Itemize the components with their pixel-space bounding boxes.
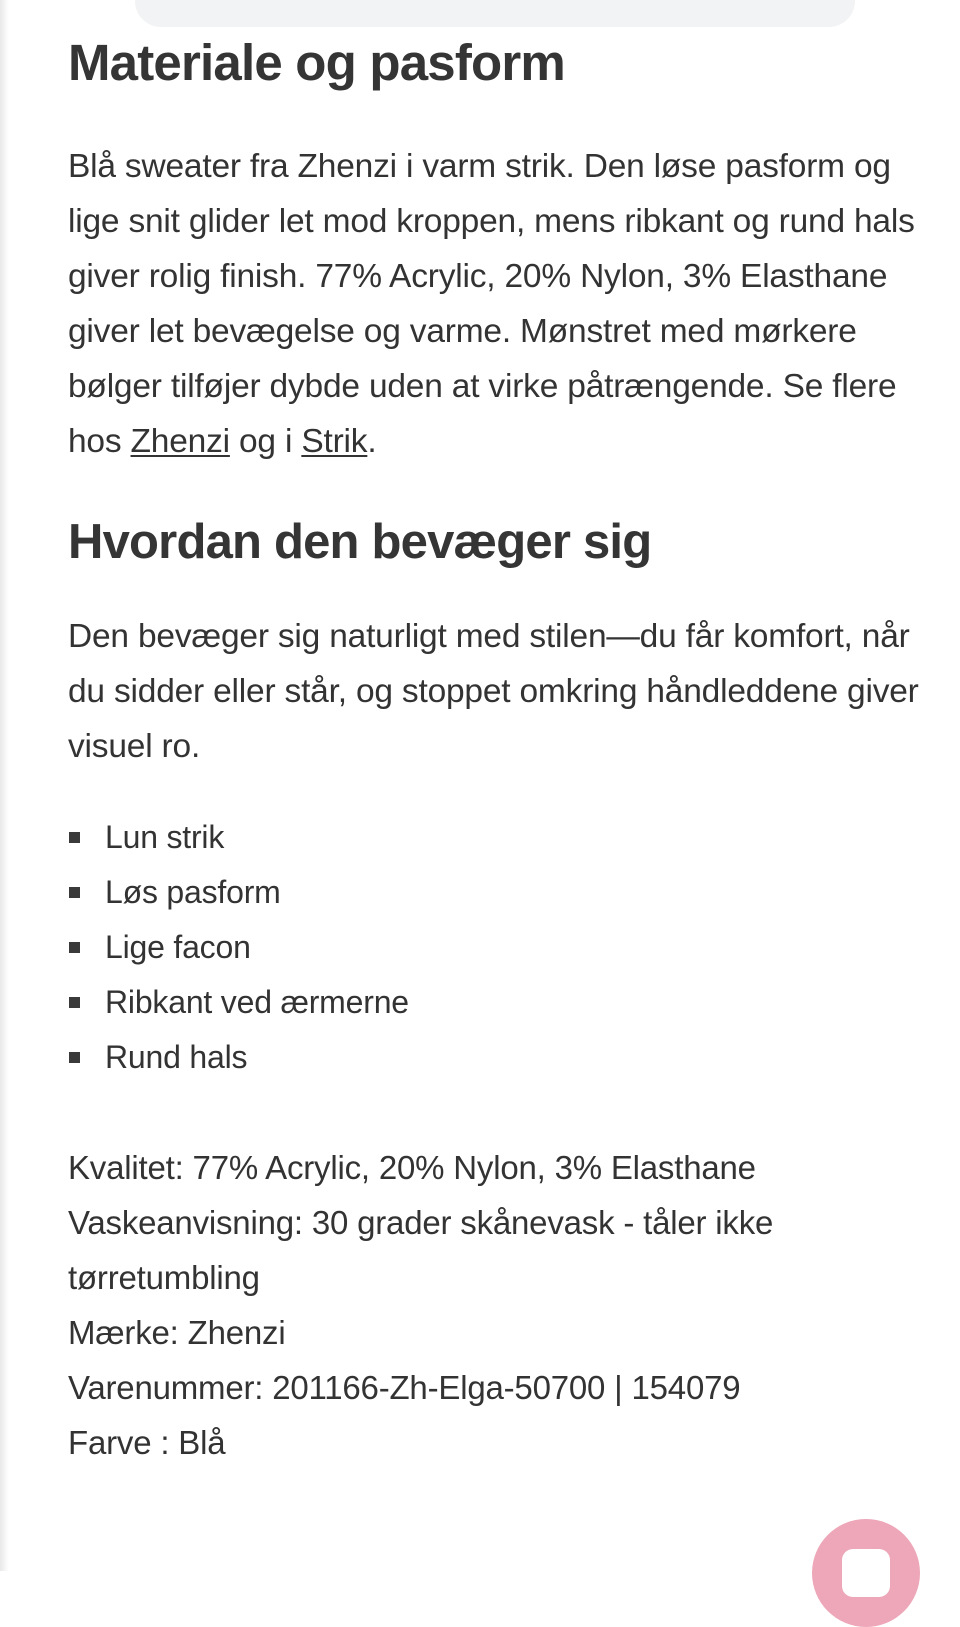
material-paragraph-text-3: . [367, 423, 377, 460]
detail-quality: Kvalitet: 77% Acrylic, 20% Nylon, 3% Elasthane [68, 1149, 756, 1186]
brand-link[interactable]: Zhenzi [130, 423, 230, 460]
list-item [68, 975, 920, 1030]
list-item [68, 810, 920, 865]
feature-list [68, 774, 920, 1085]
bullet-square-icon [69, 942, 80, 953]
detail-brand: Mærke: Zhenzi [68, 1314, 286, 1351]
floating-action-button[interactable] [812, 1519, 920, 1627]
movement-section-title: Hvordan den bevæger sig [68, 515, 652, 569]
bullet-square-icon [69, 887, 80, 898]
list-item-label: Lun strik [105, 819, 225, 855]
list-item [68, 865, 920, 920]
list-item [68, 1030, 920, 1085]
list-item-label: Rund hals [105, 1039, 248, 1075]
material-paragraph-text-2: og i [229, 423, 302, 460]
product-details-block [68, 1085, 920, 1470]
detail-washing-instructions: Vaskeanvisning: 30 grader skånevask - tåler ikke tørretumbling [68, 1204, 774, 1296]
movement-paragraph: Den bevæger sig naturligt med stilen—du får komfort, når du sidder eller står, og stoppet omkring håndleddene giver visuel ro. [68, 618, 919, 765]
category-link[interactable]: Strik [301, 423, 368, 460]
list-item-label: Lige facon [105, 929, 251, 965]
list-item-label: Ribkant ved ærmerne [105, 984, 409, 1020]
bullet-square-icon [69, 832, 80, 843]
list-item [68, 920, 920, 975]
material-paragraph-text-1: Blå sweater fra Zhenzi i varm strik. Den løse pasform og lige snit glider let mod kroppen, mens ribkant og rund hals giver rolig finish. 77% Acrylic, 20% Nylon, 3% Elasthane giver let bevægelse og varme. Mønstret med mørkere bølger tilføjer dybde uden at virke påtrængende. Se flere hos [68, 148, 915, 460]
list-item-label: Løs pasform [105, 874, 281, 910]
bullet-square-icon [69, 1052, 80, 1063]
page-title: Materiale og pasform [68, 34, 565, 91]
rounded-square-icon [842, 1549, 890, 1597]
panel-left-edge [0, 0, 9, 1571]
material-paragraph [68, 93, 920, 469]
detail-color: Farve : Blå [68, 1424, 226, 1461]
detail-item-number: Varenummer: 201166-Zh-Elga-50700 | 154079 [68, 1369, 741, 1406]
bullet-square-icon [69, 997, 80, 1008]
